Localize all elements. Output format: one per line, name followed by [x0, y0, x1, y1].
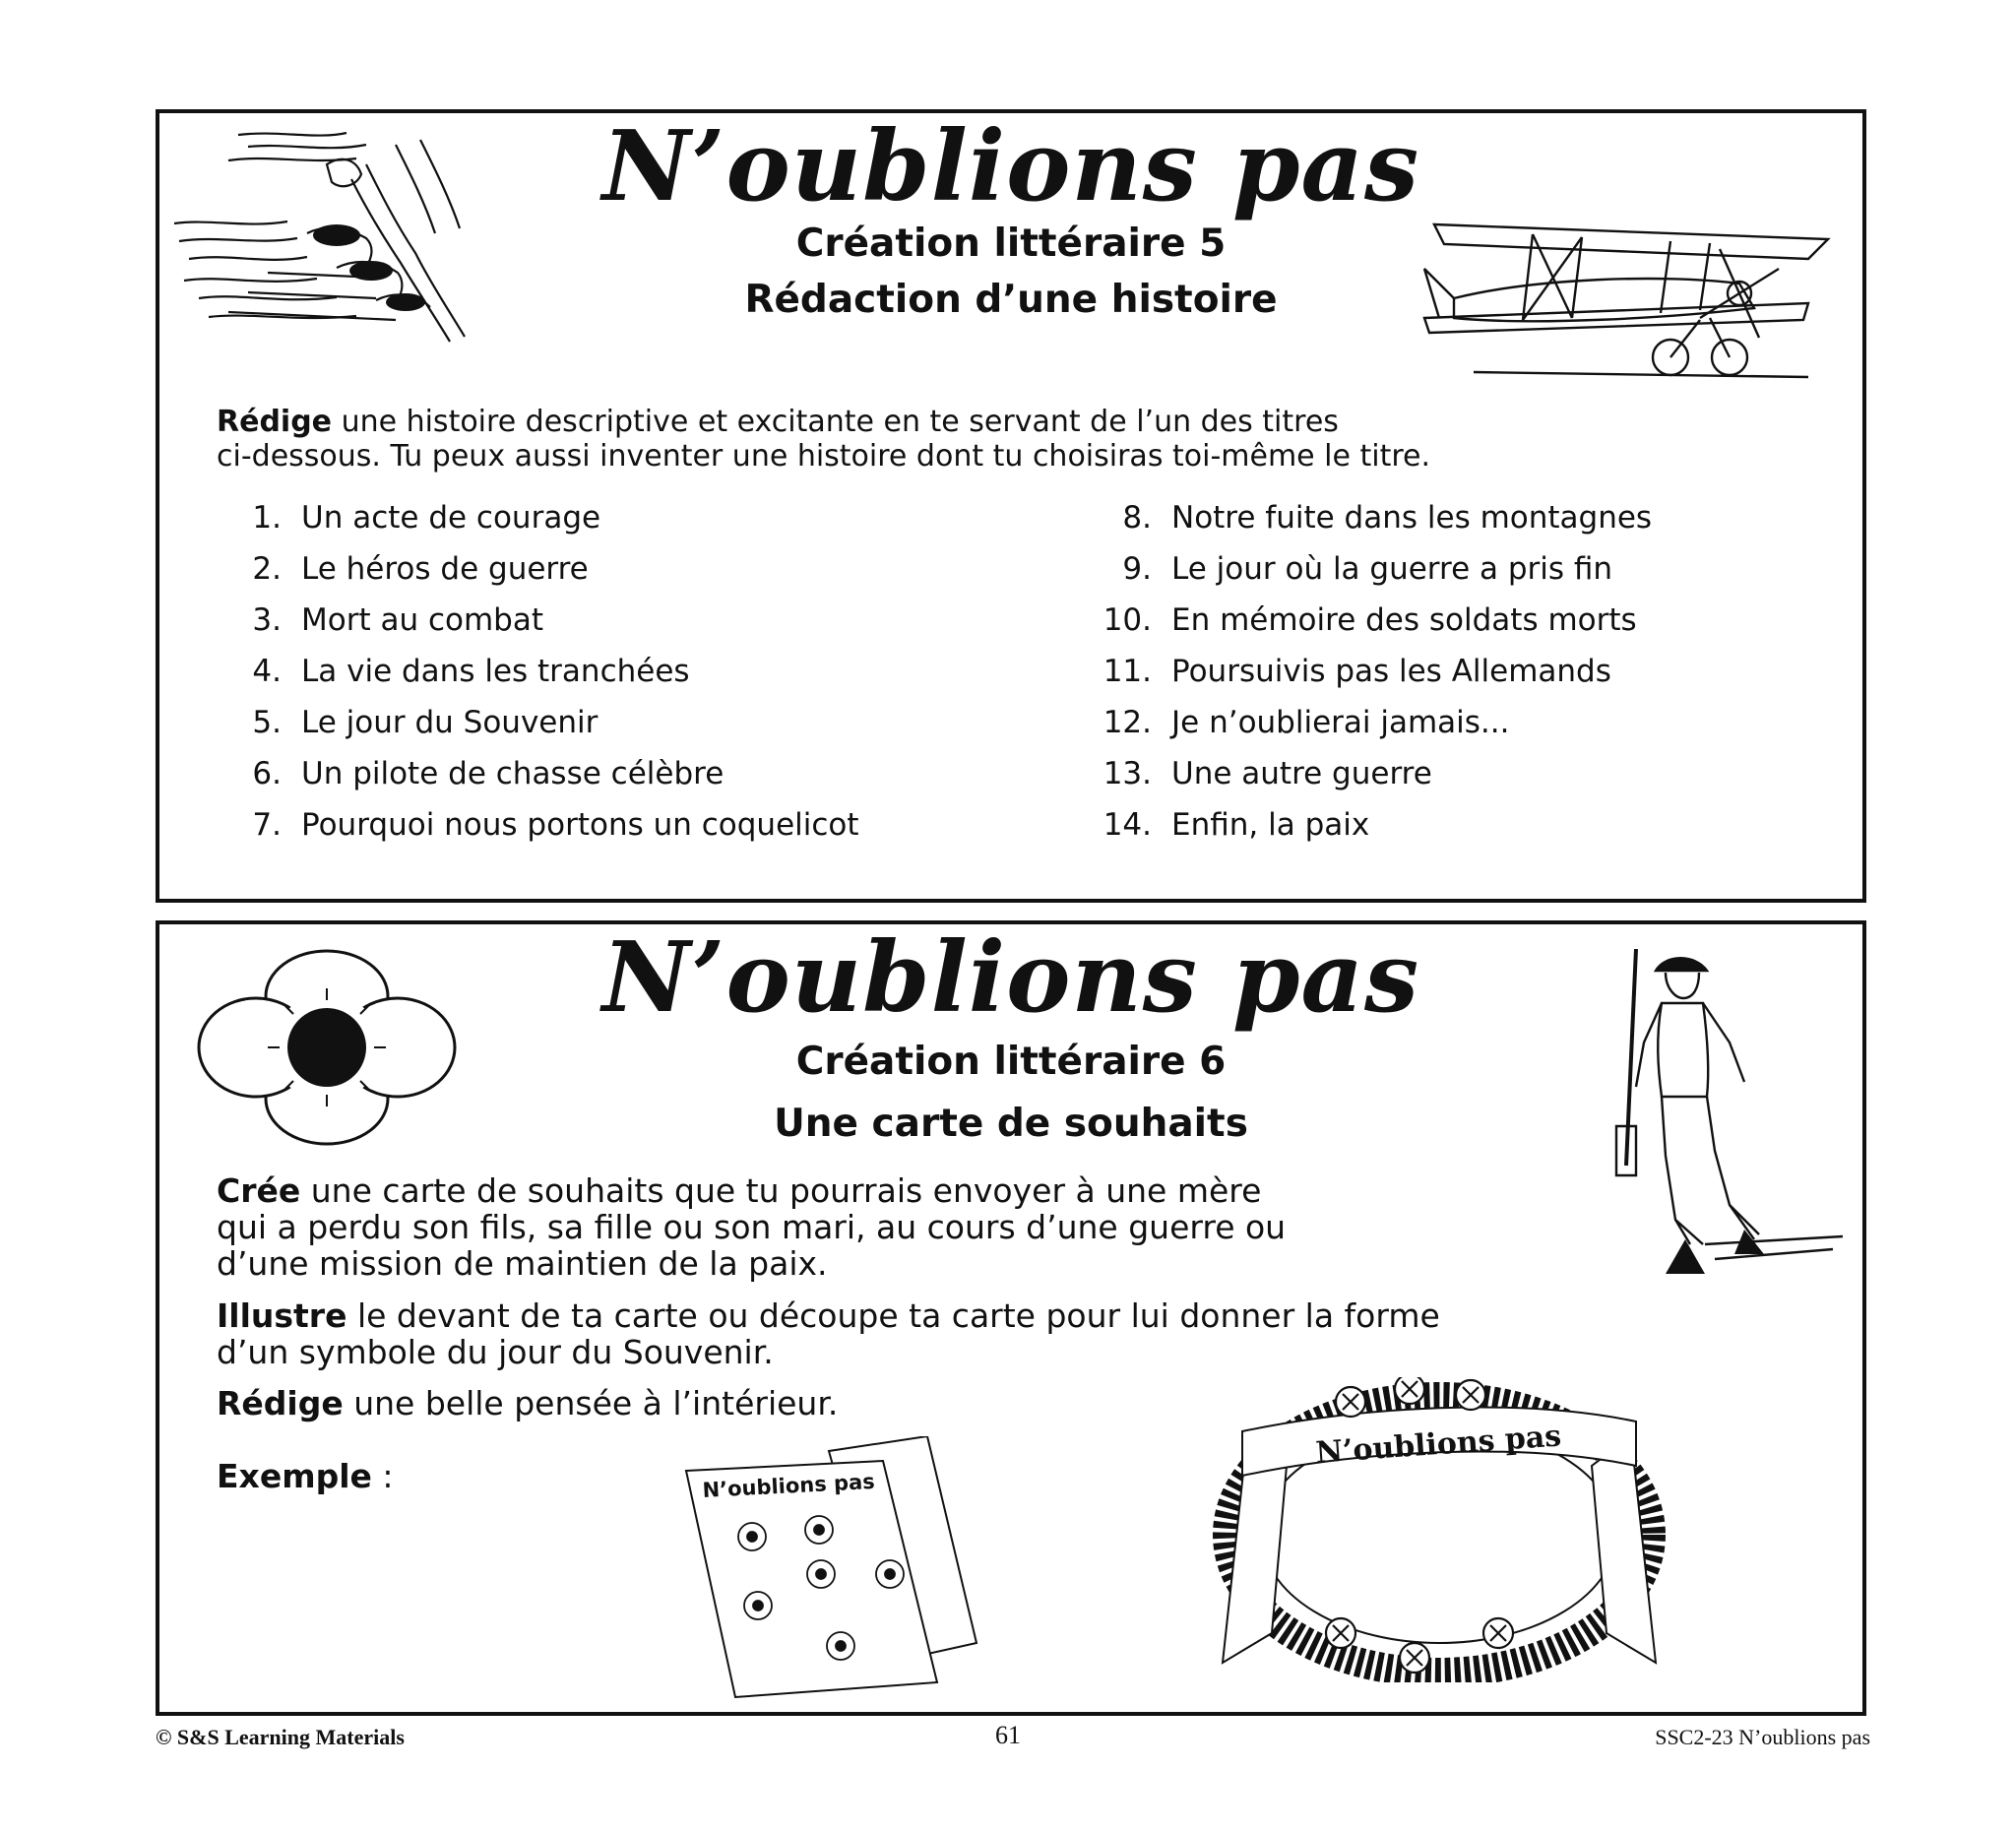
item-number: 8.	[1122, 500, 1152, 536]
activity-subtitle: Rédaction d’une histoire	[744, 278, 1278, 322]
story-title-list-left	[238, 492, 859, 851]
instruction-line: une belle pensée à l’intérieur.	[343, 1384, 839, 1422]
item-text: Pourquoi nous portons un coquelicot	[301, 807, 859, 843]
item-number: 6.	[252, 756, 282, 791]
instruction-illustrate	[217, 1297, 1440, 1370]
instruction-create	[217, 1172, 1286, 1282]
item-text: Un pilote de chasse célèbre	[301, 756, 724, 791]
item-number: 14.	[1102, 807, 1152, 843]
book-code: SSC2-23 N’oublions pas	[1655, 1725, 1870, 1749]
item-text: Enfin, la paix	[1171, 807, 1370, 843]
list-item	[238, 748, 859, 799]
instruction-line: une carte de souhaits que tu pourrais envoyer à une mère	[300, 1171, 1262, 1210]
instruction-line: d’un symbole du jour du Souvenir.	[217, 1333, 774, 1371]
instruction-verb: Crée	[217, 1171, 301, 1210]
memorial-wreath-illustration	[1213, 1377, 1666, 1682]
list-item	[1093, 595, 1652, 646]
instruction-verb: Illustre	[217, 1296, 347, 1335]
item-text: Je n’oublierai jamais...	[1171, 705, 1510, 740]
item-text: La vie dans les tranchées	[301, 654, 690, 689]
instruction-line: qui a perdu son fils, sa fille ou son mari, au cours d’une guerre ou	[217, 1208, 1287, 1246]
item-text: Le jour du Souvenir	[301, 705, 598, 740]
card-label: N’oublions pas	[702, 1469, 876, 1502]
item-number: 10.	[1102, 602, 1152, 638]
item-text: Poursuivis pas les Allemands	[1171, 654, 1611, 689]
item-number: 12.	[1102, 705, 1152, 740]
example-colon: :	[371, 1457, 394, 1495]
list-item	[1093, 646, 1652, 697]
story-writing-card	[156, 109, 1866, 903]
example-label-text: Exemple	[217, 1457, 372, 1495]
instruction-line: d’une mission de maintien de la paix.	[217, 1244, 828, 1283]
copyright-notice: © S&S Learning Materials	[156, 1725, 405, 1749]
item-number: 7.	[252, 807, 282, 843]
item-number: 4.	[252, 654, 282, 689]
activity-subtitle: Une carte de souhaits	[774, 1102, 1248, 1146]
list-item	[238, 595, 859, 646]
item-number: 1.	[252, 500, 282, 536]
activity-number: Création littéraire 6	[795, 1040, 1227, 1084]
list-item	[1093, 748, 1652, 799]
page-title: N’oublions pas	[601, 921, 1420, 1035]
item-text: En mémoire des soldats morts	[1171, 602, 1637, 638]
instruction-write	[217, 1385, 838, 1421]
item-text: Un acte de courage	[301, 500, 601, 536]
instruction-text	[217, 405, 1430, 474]
item-number: 9.	[1122, 551, 1152, 587]
example-greeting-card	[681, 1436, 1006, 1702]
instruction-line: le devant de ta carte ou découpe ta carte pour lui donner la forme	[346, 1296, 1440, 1335]
item-number: 2.	[252, 551, 282, 587]
list-item	[1093, 697, 1652, 748]
list-item	[238, 492, 859, 543]
list-item	[238, 543, 859, 595]
instruction-verb: Rédige	[217, 1384, 344, 1422]
list-item	[1093, 543, 1652, 595]
greeting-card-activity	[156, 920, 1866, 1716]
list-item	[238, 697, 859, 748]
wreath-banner-text: N’oublions pas	[1314, 1419, 1563, 1471]
item-number: 11.	[1102, 654, 1152, 689]
activity-number: Création littéraire 5	[795, 221, 1227, 266]
list-item	[238, 646, 859, 697]
instruction-verb: Rédige	[217, 405, 333, 439]
example-label	[217, 1458, 394, 1494]
item-text: Le héros de guerre	[301, 551, 589, 587]
list-item	[1093, 492, 1652, 543]
page-title: N’oublions pas	[601, 110, 1420, 223]
item-text: Le jour où la guerre a pris fin	[1171, 551, 1613, 587]
item-number: 13.	[1102, 756, 1152, 791]
item-text: Notre fuite dans les montagnes	[1171, 500, 1653, 536]
instruction-line: une histoire descriptive et excitante en te servant de l’un des titres	[332, 405, 1339, 439]
story-title-list-right	[1093, 492, 1652, 851]
item-number: 5.	[252, 705, 282, 740]
item-text: Une autre guerre	[1171, 756, 1432, 791]
list-item	[238, 799, 859, 851]
page-number: 61	[995, 1721, 1021, 1749]
item-text: Mort au combat	[301, 602, 544, 638]
list-item	[1093, 799, 1652, 851]
instruction-line: ci-dessous. Tu peux aussi inventer une histoire dont tu choisiras toi-même le titre.	[217, 439, 1431, 474]
item-number: 3.	[252, 602, 282, 638]
